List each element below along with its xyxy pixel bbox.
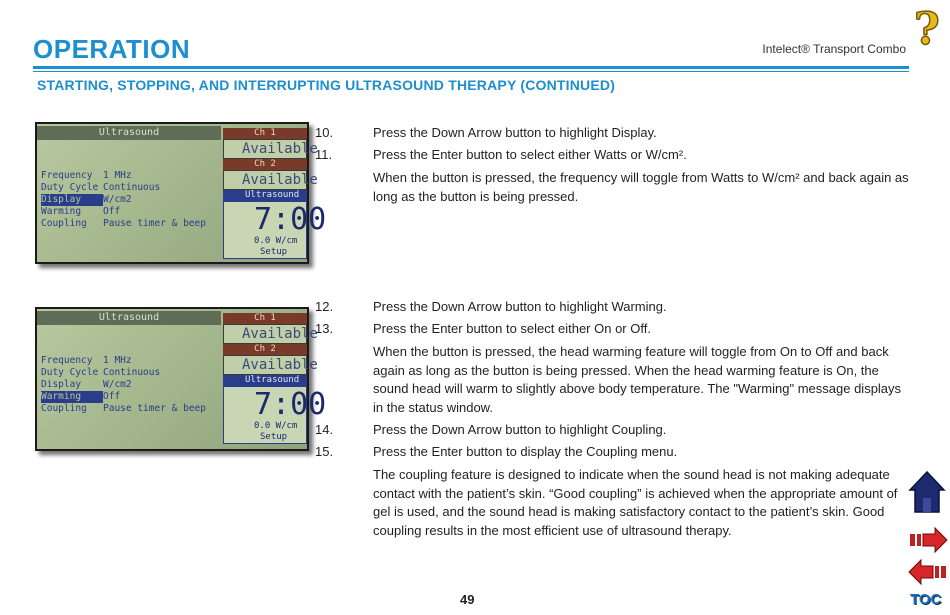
ch2-label: Ch 2 — [223, 344, 307, 355]
ch2-status: Available — [223, 355, 307, 375]
ch1-status: Available — [223, 139, 307, 159]
page-title: OPERATION — [33, 34, 191, 64]
timer-box — [223, 201, 327, 259]
step-15: 15. Press the Enter button to display the Coupling menu. — [315, 444, 678, 459]
setup-label: Setup — [260, 432, 288, 442]
ch2-status: Available — [223, 170, 307, 190]
note-display: When the button is pressed, the frequency will toggle from Watts to W/cm² and back again as long as the button is being pressed. — [373, 170, 909, 204]
ch1-label: Ch 1 — [223, 313, 307, 324]
header-rule-thin — [33, 71, 909, 72]
svg-text:?: ? — [914, 4, 940, 55]
setup-menu — [41, 355, 206, 415]
channel-panel — [223, 313, 327, 449]
menu-row-highlighted: Display W/cm2 — [41, 194, 132, 205]
menu-row: Frequency 1 MHz — [41, 355, 132, 366]
home-icon[interactable] — [908, 470, 946, 516]
menu-row: Frequency 1 MHz — [41, 170, 132, 181]
ch2-label: Ch 2 — [223, 159, 307, 170]
next-arrow-icon[interactable] — [908, 527, 948, 553]
step-12: 12. Press the Down Arrow button to highlight Warming. — [315, 299, 667, 314]
help-icon[interactable] — [910, 4, 948, 55]
timer-box — [223, 386, 327, 444]
header-rule — [33, 66, 909, 69]
product-name: Intelect® Transport Combo — [762, 42, 906, 56]
timer-value: 7:00 — [254, 387, 327, 422]
ultrasound-label: Ultrasound — [223, 190, 307, 201]
toc-link[interactable]: TOC — [910, 591, 942, 608]
setup-label: Setup — [260, 247, 288, 257]
step-11: 11. Press the Enter button to select either Watts or W/cm². — [315, 147, 687, 162]
channel-panel — [223, 128, 327, 262]
step-10: 10. Press the Down Arrow button to highlight Display. — [315, 125, 657, 140]
ultrasound-label: Ultrasound — [223, 375, 307, 386]
screen-title: Ultrasound — [37, 311, 221, 325]
power-value: 0.0 W/cm — [254, 421, 298, 431]
note-warming: When the button is pressed, the head warming feature will toggle from On to Off and back again as long as the button is being pressed. When the head warming feature is On, the sound head will warm to slightly above body temperature. The "Warming" message displays in the status window. — [373, 344, 902, 416]
menu-row-highlighted: Warming Off — [41, 391, 121, 402]
step-13: 13. Press the Enter button to select either On or Off. — [315, 321, 651, 336]
note-coupling: The coupling feature is designed to indicate when the sound head is not making adequate contact with the patient’s skin. “Good coupling” is achieved when the appropriate amount of gel is used, and the sound head is making satisfactory contact to the patient’s skin. Good coupling results in the most efficient use of ultrasound therapy. — [373, 467, 898, 539]
setup-menu — [41, 170, 206, 230]
menu-row: Duty Cycle Continuous — [41, 182, 161, 193]
power-value: 0.0 W/cm — [254, 236, 298, 246]
menu-row: Warming Off — [41, 206, 121, 217]
ch1-status: Available — [223, 324, 307, 344]
menu-row: Duty Cycle Continuous — [41, 367, 161, 378]
menu-row: Coupling Pause timer & beep — [41, 218, 206, 229]
menu-row: Display W/cm2 — [41, 379, 132, 390]
step-14: 14. Press the Down Arrow button to highlight Coupling. — [315, 422, 667, 437]
section-subtitle: STARTING, STOPPING, AND INTERRUPTING ULTRASOUND THERAPY (CONTINUED) — [37, 77, 616, 93]
timer-value: 7:00 — [254, 202, 327, 237]
prev-arrow-icon[interactable] — [908, 559, 948, 585]
page-number: 49 — [460, 592, 475, 607]
menu-row: Coupling Pause timer & beep — [41, 403, 206, 414]
screen-title: Ultrasound — [37, 126, 221, 140]
ch1-label: Ch 1 — [223, 128, 307, 139]
device-screen-warming — [35, 307, 327, 451]
device-screen-display — [35, 122, 327, 264]
